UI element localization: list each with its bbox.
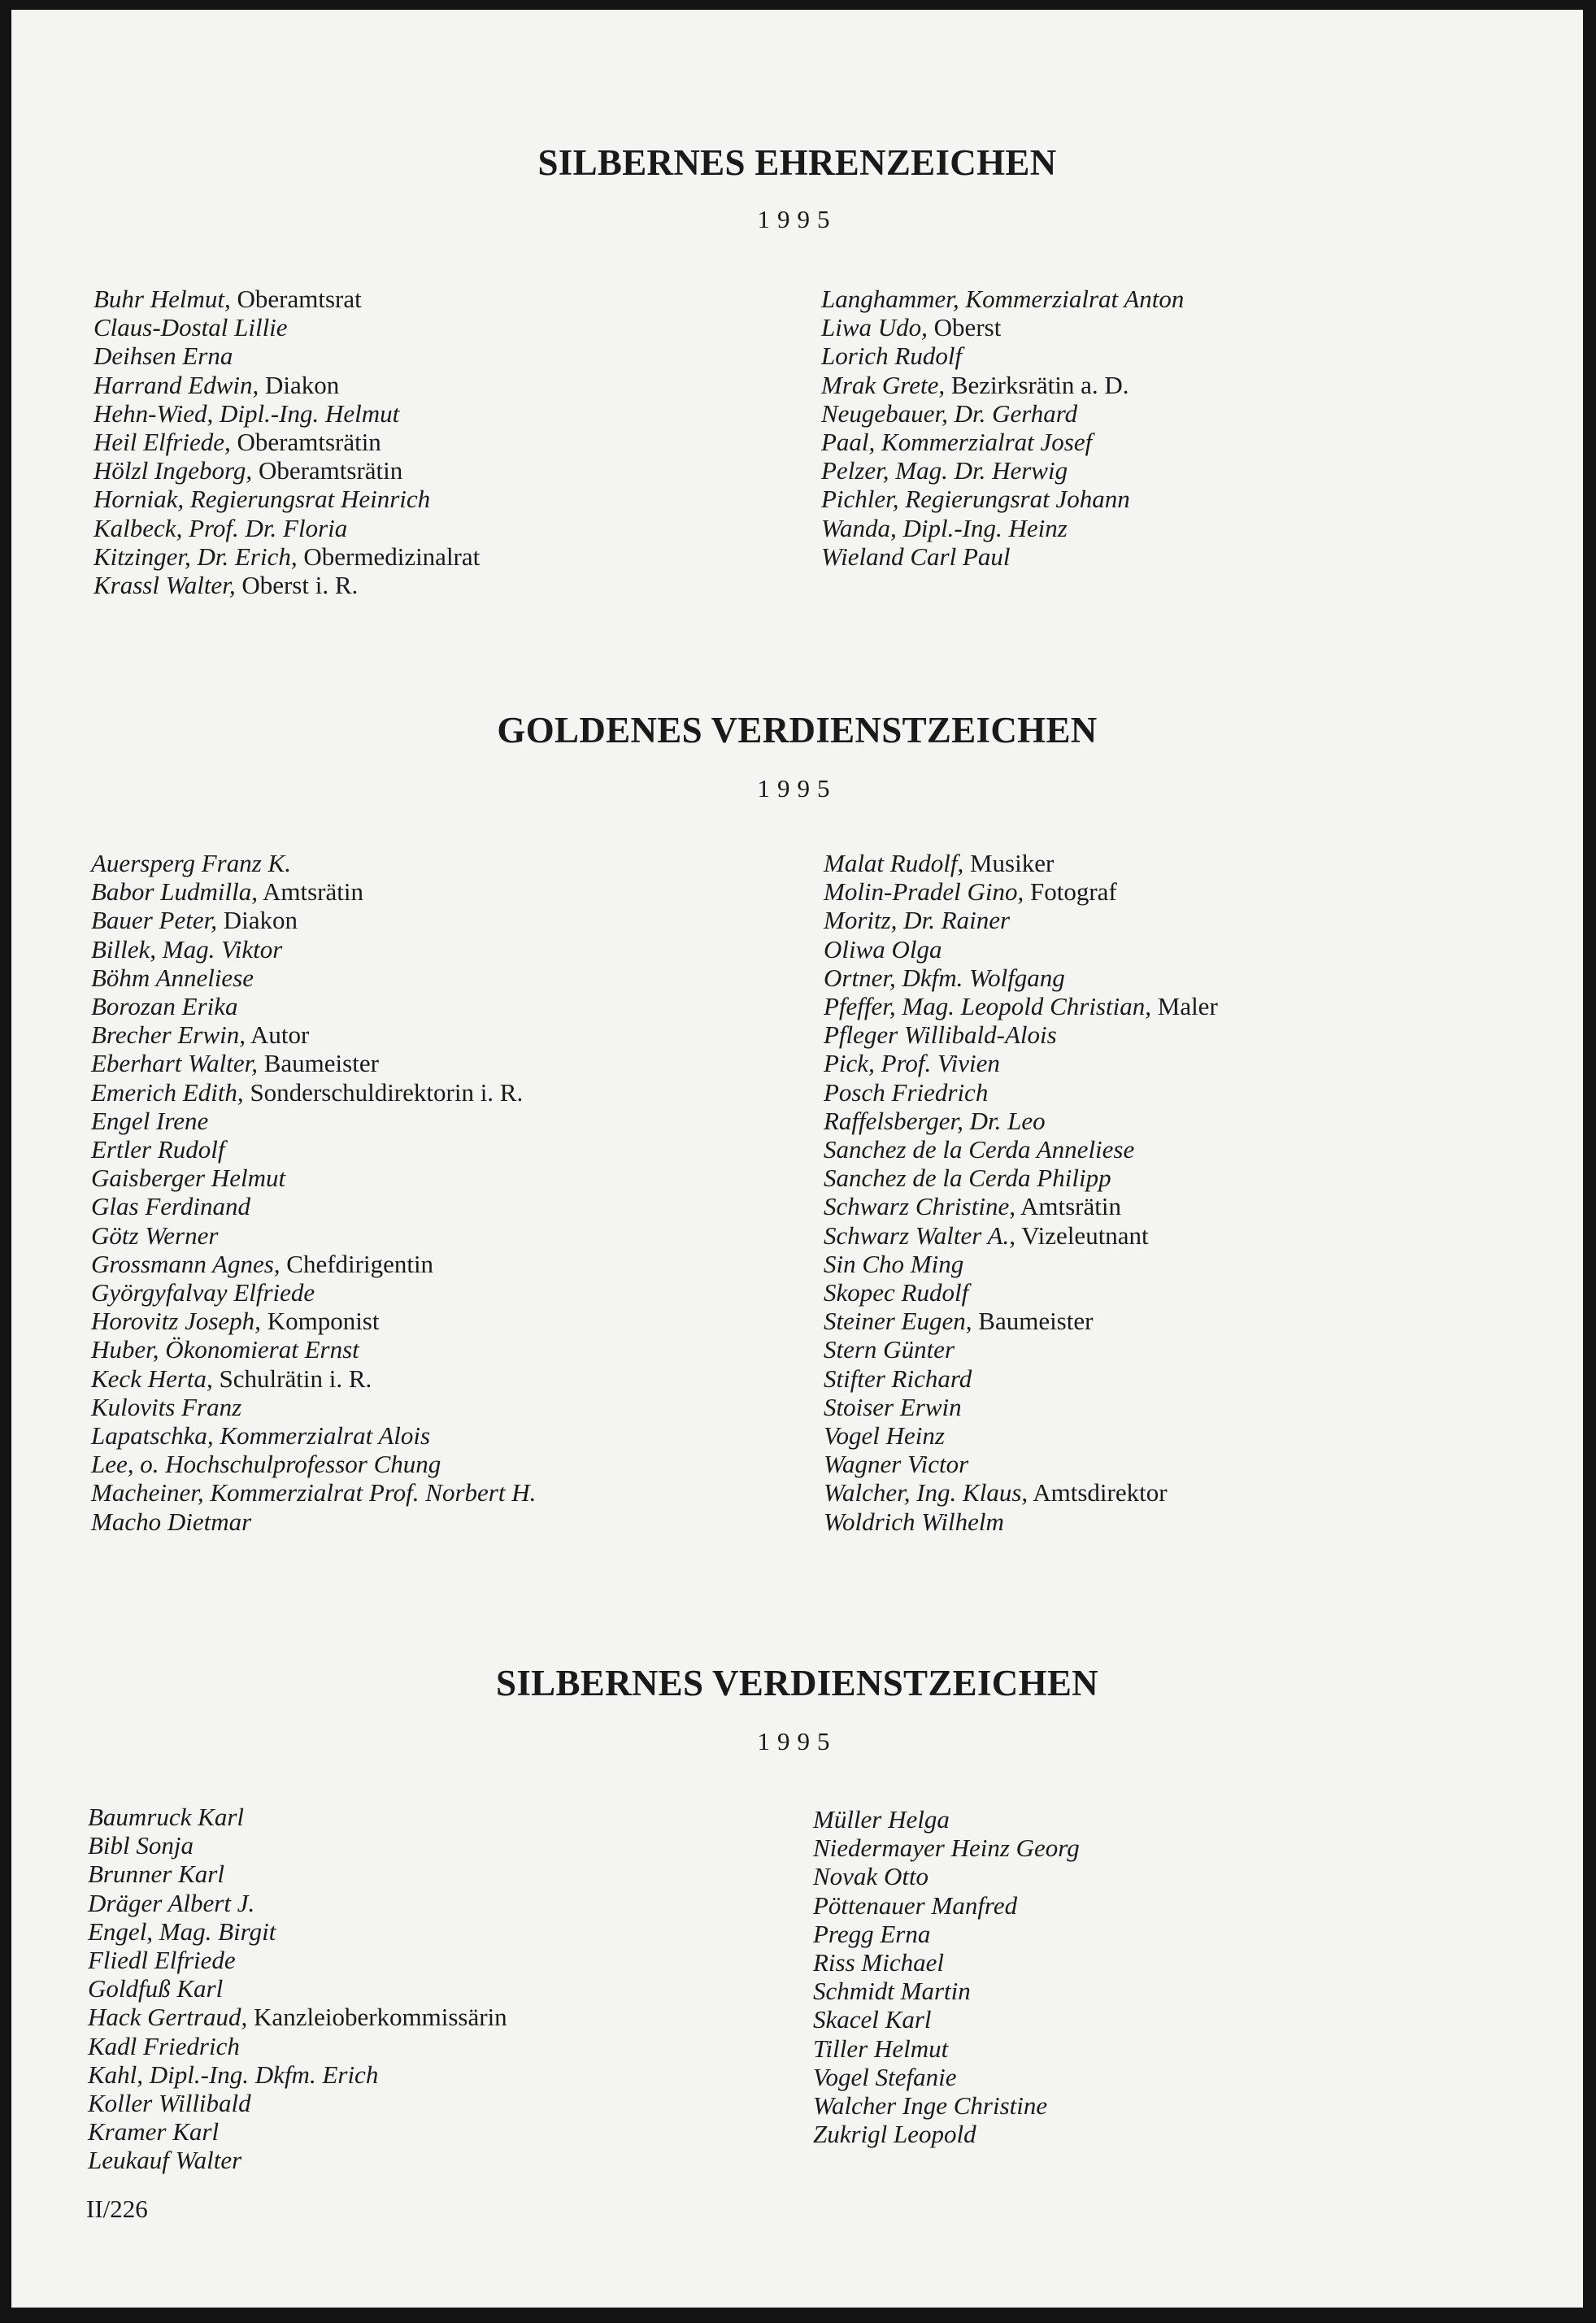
person-name: Borozan Erika: [91, 992, 238, 1021]
person-title: Oberst i. R.: [235, 571, 359, 600]
section-year: 1995: [757, 774, 837, 803]
person-name: Raffelsberger, Dr. Leo: [824, 1106, 1046, 1135]
person-name: Auersperg Franz K.: [91, 849, 291, 877]
list-item: [824, 964, 1218, 992]
list-item: [824, 1164, 1218, 1192]
list-item: [93, 542, 480, 571]
list-item: [824, 1421, 1218, 1450]
person-name: Paal, Kommerzialrat Josef: [821, 428, 1093, 457]
person-name: Pick, Prof. Vivien: [824, 1049, 1000, 1078]
list-item: [93, 341, 480, 370]
list-item: [813, 1977, 1080, 2005]
list-item: [824, 1478, 1218, 1507]
list-item: [91, 1049, 536, 1077]
list-item: [824, 1450, 1218, 1478]
list-item: [93, 285, 480, 313]
person-name: Hack Gertraud,: [88, 2003, 248, 2032]
section-year: 1995: [757, 1727, 837, 1755]
person-name: Heil Elfriede,: [93, 428, 231, 457]
name-list-left: [91, 849, 536, 1536]
person-title: Schulrätin i. R.: [212, 1364, 372, 1393]
list-item: [88, 1917, 507, 1946]
list-item: [813, 1805, 1080, 1834]
person-name: Mrak Grete,: [821, 370, 946, 399]
person-name: Pöttenauer Manfred: [813, 1890, 1018, 1920]
person-name: Fliedl Elfriede: [88, 1946, 236, 1975]
list-item: [824, 935, 1218, 964]
list-item: [91, 1221, 536, 1250]
person-name: Claus-Dostal Lillie: [93, 313, 288, 342]
list-item: [824, 1078, 1218, 1107]
person-name: Posch Friedrich: [824, 1077, 989, 1107]
list-item: [813, 2091, 1080, 2120]
list-item: [821, 371, 1184, 399]
person-name: Baumruck Karl: [88, 1803, 245, 1831]
list-item: [88, 1831, 507, 1860]
list-item: [91, 1135, 536, 1164]
person-title: Musiker: [963, 849, 1055, 877]
person-name: Glas Ferdinand: [91, 1192, 251, 1221]
section-title: GOLDENES VERDIENSTZEICHEN: [497, 710, 1098, 750]
person-name: Eberhart Walter,: [91, 1049, 258, 1078]
list-item: [91, 849, 536, 877]
person-name: Tiller Helmut: [813, 2034, 949, 2063]
person-name: Schwarz Christine,: [824, 1192, 1015, 1221]
list-item: [821, 428, 1184, 456]
person-name: Macho Dietmar: [91, 1507, 252, 1536]
person-name: Lorich Rudolf: [821, 341, 963, 371]
person-name: Huber, Ökonomierat Ernst: [91, 1335, 359, 1364]
person-name: Wagner Victor: [824, 1450, 969, 1479]
list-item: [93, 456, 480, 485]
person-title: Vizeleutnant: [1015, 1220, 1149, 1250]
person-name: Walcher Inge Christine: [813, 2091, 1048, 2121]
person-name: Grossmann Agnes,: [91, 1249, 280, 1278]
person-name: Novak Otto: [813, 1862, 929, 1891]
list-item: [91, 1164, 536, 1192]
list-item: [813, 2120, 1080, 2148]
person-name: Skacel Karl: [813, 2005, 932, 2034]
list-item: [91, 877, 536, 906]
person-name: Kulovits Franz: [91, 1392, 242, 1421]
person-name: Böhm Anneliese: [91, 963, 254, 992]
list-item: [821, 313, 1184, 341]
list-item: [813, 1948, 1080, 1977]
person-name: Engel Irene: [91, 1106, 209, 1135]
list-item: [813, 1834, 1080, 1862]
person-title: Maler: [1151, 992, 1218, 1021]
person-name: Kadl Friedrich: [88, 2031, 240, 2060]
person-name: Brecher Erwin,: [91, 1020, 246, 1050]
list-item: [824, 1393, 1218, 1421]
person-title: Bezirksrätin a. D.: [945, 370, 1129, 399]
list-item: [813, 2034, 1080, 2063]
person-title: Fotograf: [1024, 877, 1117, 907]
list-item: [91, 1364, 536, 1393]
list-item: [91, 1507, 536, 1536]
list-item: [91, 1393, 536, 1421]
list-item: [813, 2005, 1080, 2034]
list-item: [88, 2003, 507, 2031]
person-name: Stoiser Erwin: [824, 1392, 962, 1421]
list-item: [91, 906, 536, 934]
name-list-left: [93, 285, 480, 599]
list-item: [91, 964, 536, 992]
list-item: [821, 285, 1184, 313]
list-item: [824, 877, 1218, 906]
list-item: [91, 1192, 536, 1220]
person-name: Neugebauer, Dr. Gerhard: [821, 398, 1078, 428]
person-name: Macheiner, Kommerzialrat Prof. Norbert H.: [91, 1478, 537, 1507]
list-item: [88, 1974, 507, 2003]
section-title: SILBERNES EHRENZEICHEN: [537, 142, 1057, 183]
list-item: [824, 1221, 1218, 1250]
person-title: Autor: [245, 1020, 310, 1050]
list-item: [813, 1891, 1080, 1920]
person-name: Pregg Erna: [813, 1919, 931, 1948]
list-item: [93, 371, 480, 399]
person-name: Wieland Carl Paul: [821, 542, 1011, 571]
person-name: Pelzer, Mag. Dr. Herwig: [821, 456, 1068, 485]
person-name: Schmidt Martin: [813, 1977, 971, 2006]
list-item: [824, 1049, 1218, 1077]
list-item: [813, 1862, 1080, 1890]
person-name: Vogel Heinz: [824, 1421, 945, 1451]
list-item: [824, 992, 1218, 1020]
person-name: Walcher, Ing. Klaus,: [824, 1478, 1028, 1507]
person-name: Schwarz Walter A.,: [824, 1220, 1015, 1250]
name-list-right: [813, 1805, 1080, 2148]
person-title: Sonderschuldirektorin i. R.: [243, 1077, 524, 1107]
list-item: [91, 1078, 536, 1107]
section-title: SILBERNES VERDIENSTZEICHEN: [496, 1663, 1098, 1703]
person-name: Ortner, Dkfm. Wolfgang: [824, 963, 1065, 992]
list-item: [88, 1889, 507, 1917]
list-item: [93, 399, 480, 428]
list-item: [91, 1278, 536, 1307]
person-name: Pichler, Regierungsrat Johann: [821, 485, 1130, 514]
person-title: Oberst: [927, 313, 1002, 342]
list-item: [88, 1946, 507, 1974]
list-item: [88, 2117, 507, 2146]
list-item: [824, 1278, 1218, 1307]
page-number: II/226: [86, 2195, 148, 2223]
person-name: Deihsen Erna: [93, 341, 233, 371]
person-name: Brunner Karl: [88, 1860, 224, 1889]
person-name: Pfeffer, Mag. Leopold Christian,: [824, 992, 1151, 1021]
person-name: Woldrich Wilhelm: [824, 1507, 1004, 1536]
name-list-right: [824, 849, 1218, 1536]
person-name: Koller Willibald: [88, 2089, 251, 2118]
list-item: [91, 1421, 536, 1450]
list-item: [91, 992, 536, 1020]
list-item: [91, 1107, 536, 1135]
list-item: [813, 1920, 1080, 1948]
person-name: Bauer Peter,: [91, 906, 217, 935]
list-item: [93, 514, 480, 542]
person-title: Oberamtsrat: [230, 285, 362, 313]
person-name: Hehn-Wied, Dipl.-Ing. Helmut: [93, 398, 400, 428]
person-name: Goldfuß Karl: [88, 1974, 224, 2003]
list-item: [93, 571, 480, 599]
list-item: [91, 1250, 536, 1278]
person-title: Diakon: [216, 906, 298, 935]
name-list-right: [821, 285, 1184, 571]
person-name: Stifter Richard: [824, 1364, 972, 1393]
person-name: Wanda, Dipl.-Ing. Heinz: [821, 513, 1068, 542]
person-name: Götz Werner: [91, 1220, 219, 1250]
list-item: [824, 849, 1218, 877]
person-title: Diakon: [259, 370, 340, 399]
person-name: Krassl Walter,: [93, 571, 236, 600]
list-item: [821, 542, 1184, 571]
person-title: Obermedizinalrat: [297, 542, 481, 571]
list-item: [824, 1335, 1218, 1364]
document-page: [11, 10, 1583, 2308]
list-item: [821, 485, 1184, 513]
list-item: [824, 1107, 1218, 1135]
list-item: [821, 514, 1184, 542]
person-name: Sanchez de la Cerda Anneliese: [824, 1135, 1135, 1164]
person-name: Hölzl Ingeborg,: [93, 456, 253, 485]
person-title: Kanzleioberkommissärin: [247, 2003, 507, 2032]
name-list-left: [88, 1803, 507, 2175]
person-name: Oliwa Olga: [824, 934, 942, 964]
list-item: [91, 1020, 536, 1049]
person-name: Pfleger Willibald-Alois: [824, 1020, 1057, 1050]
person-name: Györgyfalvay Elfriede: [91, 1278, 315, 1307]
list-item: [91, 935, 536, 964]
list-item: [88, 2089, 507, 2117]
person-name: Kahl, Dipl.-Ing. Dkfm. Erich: [88, 2060, 379, 2089]
person-title: Chefdirigentin: [280, 1249, 434, 1278]
person-title: Baumeister: [257, 1049, 379, 1078]
list-item: [88, 1860, 507, 1888]
list-item: [821, 341, 1184, 370]
person-name: Gaisberger Helmut: [91, 1164, 286, 1193]
list-item: [821, 456, 1184, 485]
list-item: [813, 2063, 1080, 2091]
person-name: Vogel Stefanie: [813, 2062, 957, 2091]
list-item: [93, 428, 480, 456]
person-name: Malat Rudolf,: [824, 849, 964, 877]
person-name: Billek, Mag. Viktor: [91, 934, 283, 964]
person-name: Buhr Helmut,: [93, 285, 231, 313]
person-title: Oberamtsrätin: [230, 428, 381, 457]
person-name: Liwa Udo,: [821, 313, 928, 342]
list-item: [91, 1307, 536, 1335]
person-name: Bibl Sonja: [88, 1831, 194, 1860]
list-item: [821, 399, 1184, 428]
list-item: [824, 1307, 1218, 1335]
person-name: Dräger Albert J.: [88, 1888, 255, 1917]
person-title: Amtsdirektor: [1028, 1478, 1168, 1507]
list-item: [88, 1803, 507, 1831]
list-item: [93, 485, 480, 513]
person-name: Engel, Mag. Birgit: [88, 1916, 276, 1946]
person-name: Sanchez de la Cerda Philipp: [824, 1164, 1111, 1193]
person-title: Amtsrätin: [1015, 1192, 1121, 1221]
person-name: Ertler Rudolf: [91, 1135, 225, 1164]
list-item: [91, 1450, 536, 1478]
person-name: Lapatschka, Kommerzialrat Alois: [91, 1421, 431, 1451]
section-year: 1995: [757, 205, 837, 233]
list-item: [824, 1020, 1218, 1049]
person-name: Leukauf Walter: [88, 2146, 242, 2175]
list-item: [824, 1364, 1218, 1393]
list-item: [88, 2032, 507, 2060]
list-item: [91, 1335, 536, 1364]
person-title: Komponist: [260, 1307, 380, 1336]
person-name: Langhammer, Kommerzialrat Anton: [821, 285, 1185, 313]
person-name: Skopec Rudolf: [824, 1278, 969, 1307]
list-item: [824, 1250, 1218, 1278]
person-name: Sin Cho Ming: [824, 1249, 964, 1278]
person-name: Harrand Edwin,: [93, 370, 259, 399]
person-title: Oberamtsrätin: [252, 456, 403, 485]
person-name: Horniak, Regierungsrat Heinrich: [93, 485, 431, 514]
list-item: [824, 1192, 1218, 1220]
person-name: Emerich Edith,: [91, 1077, 244, 1107]
person-title: Baumeister: [972, 1307, 1094, 1336]
list-item: [824, 906, 1218, 934]
person-name: Molin-Pradel Gino,: [824, 877, 1024, 907]
person-name: Kitzinger, Dr. Erich,: [93, 542, 298, 571]
list-item: [824, 1507, 1218, 1536]
person-name: Keck Herta,: [91, 1364, 213, 1393]
list-item: [91, 1478, 536, 1507]
person-name: Steiner Eugen,: [824, 1307, 972, 1336]
person-name: Stern Günter: [824, 1335, 955, 1364]
list-item: [93, 313, 480, 341]
person-name: Kramer Karl: [88, 2117, 220, 2147]
list-item: [88, 2146, 507, 2174]
person-name: Riss Michael: [813, 1948, 944, 1977]
person-name: Müller Helga: [813, 1805, 950, 1834]
person-name: Lee, o. Hochschulprofessor Chung: [91, 1450, 441, 1479]
list-item: [88, 2060, 507, 2089]
person-name: Kalbeck, Prof. Dr. Floria: [93, 513, 348, 542]
person-name: Zukrigl Leopold: [813, 2120, 976, 2149]
person-name: Niedermayer Heinz Georg: [813, 1834, 1080, 1863]
person-name: Moritz, Dr. Rainer: [824, 906, 1011, 935]
person-name: Horovitz Joseph,: [91, 1307, 261, 1336]
person-title: Amtsrätin: [257, 877, 363, 907]
person-name: Babor Ludmilla,: [91, 877, 258, 907]
list-item: [824, 1135, 1218, 1164]
